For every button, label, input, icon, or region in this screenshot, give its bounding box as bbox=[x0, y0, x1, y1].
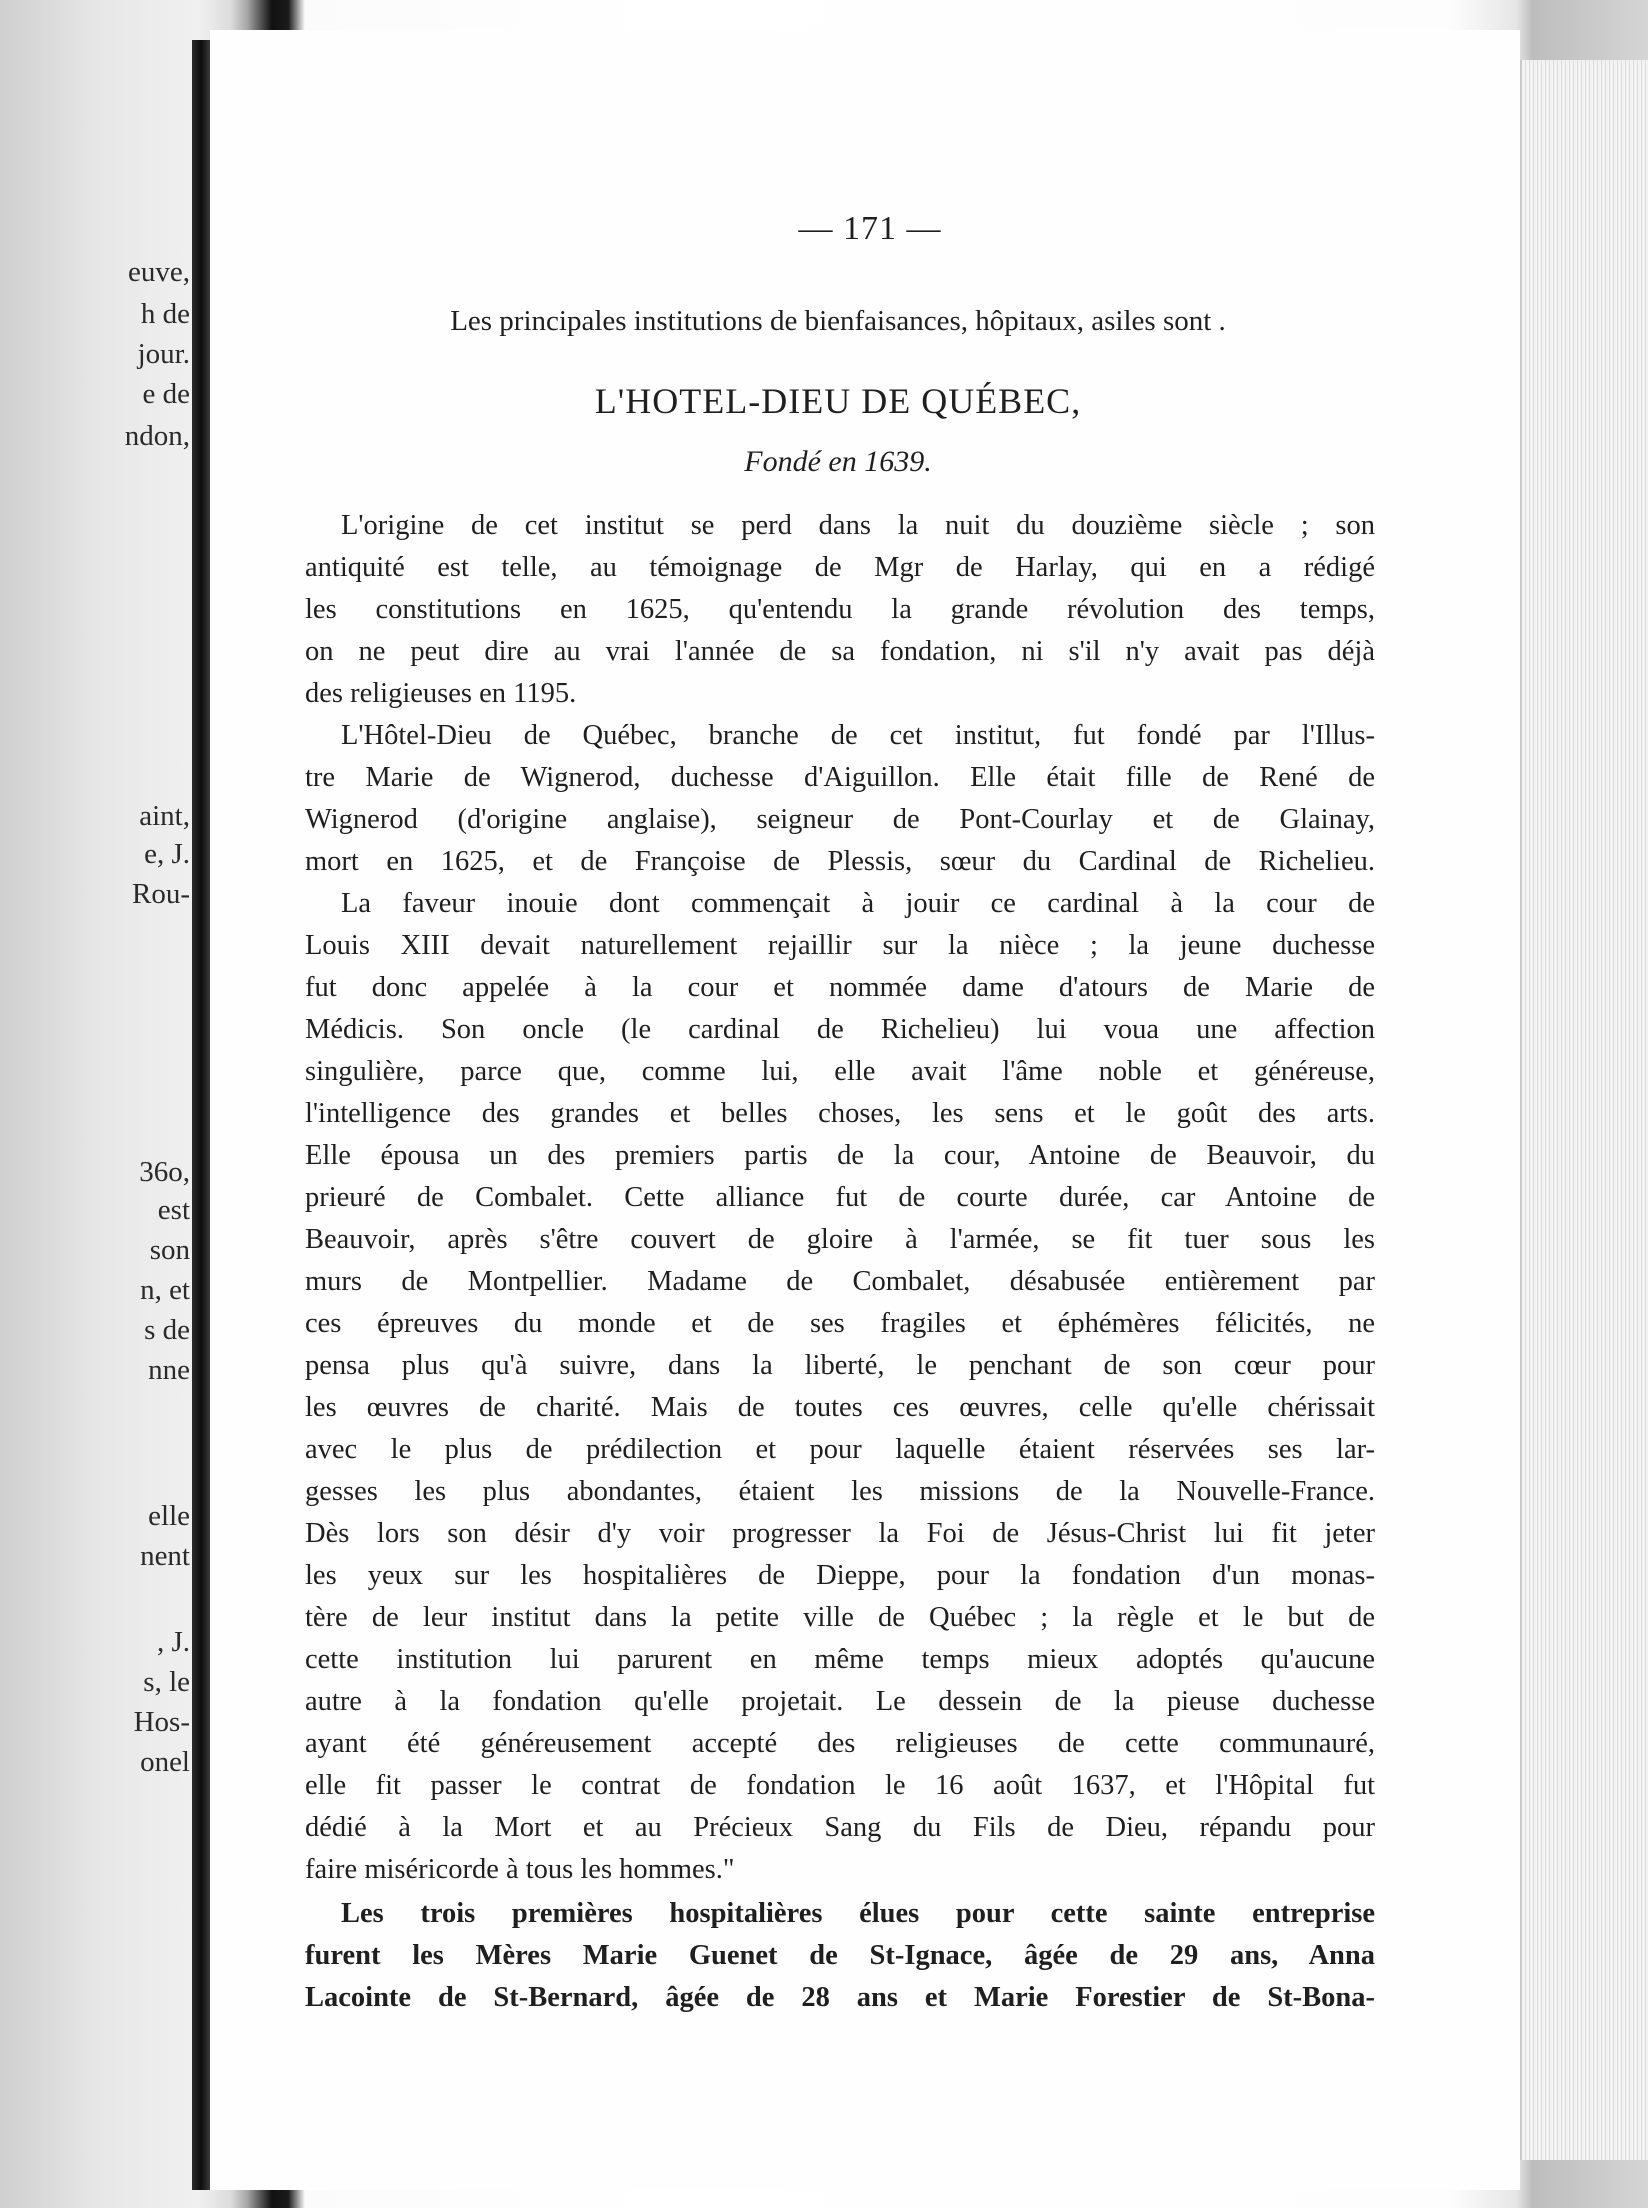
text-line: dédié à la Mort et au Précieux Sang du Fils de Dieu, répandu pour bbox=[305, 1812, 1375, 1843]
left-page-fragment: euve, bbox=[128, 256, 190, 288]
left-page-fragment: n, et bbox=[140, 1274, 190, 1306]
text-line: L'Hôtel-Dieu de Québec, branche de cet institut, fut fondé par l'Illus- bbox=[341, 720, 1375, 751]
text-line: Médicis. Son oncle (le cardinal de Richelieu) lui voua une affection bbox=[305, 1014, 1375, 1045]
text-line: L'origine de cet institut se perd dans la nuit du douzième siècle ; son bbox=[341, 510, 1375, 541]
left-page-fragment: son bbox=[149, 1234, 190, 1266]
left-page-fragment: s, le bbox=[143, 1666, 190, 1698]
left-page-fragment: Rou- bbox=[132, 878, 190, 910]
text-line: mort en 1625, et de Françoise de Plessis, sœur du Cardinal de Richelieu. bbox=[305, 846, 1375, 877]
text-line: des religieuses en 1195. bbox=[305, 678, 577, 709]
left-page-fragment: jour. bbox=[137, 338, 190, 370]
text-line: gesses les plus abondantes, étaient les missions de la Nouvelle-France. bbox=[305, 1476, 1375, 1507]
text-line: les yeux sur les hospitalières de Dieppe, pour la fondation d'un monas- bbox=[305, 1560, 1375, 1591]
text-line: faire miséricorde à tous les hommes." bbox=[305, 1854, 735, 1885]
left-page-fragment: Hos- bbox=[133, 1706, 190, 1738]
left-page-fragment: e, J. bbox=[144, 838, 190, 870]
text-line: cette institution lui parurent en même temps mieux adoptés qu'aucune bbox=[305, 1644, 1375, 1675]
text-line: Louis XIII devait naturellement rejaillir sur la nièce ; la jeune duchesse bbox=[305, 930, 1375, 961]
paragraph-4 bbox=[305, 1893, 1375, 2019]
text-line: les constitutions en 1625, qu'entendu la grande révolution des temps, bbox=[305, 594, 1375, 625]
text-line: Wignerod (d'origine anglaise), seigneur de Pont-Courlay et de Glainay, bbox=[305, 804, 1375, 835]
text-line: prieuré de Combalet. Cette alliance fut de courte durée, car Antoine de bbox=[305, 1182, 1375, 1213]
text-line: Beauvoir, après s'être couvert de gloire à l'armée, se fit tuer sous les bbox=[305, 1224, 1375, 1255]
text-line: autre à la fondation qu'elle projetait. Le dessein de la pieuse duchesse bbox=[305, 1686, 1375, 1717]
text-line: Les trois premières hospitalières élues pour cette sainte entreprise bbox=[341, 1898, 1375, 1929]
text-line: Lacointe de St-Bernard, âgée de 28 ans et Marie Forestier de St-Bona- bbox=[305, 1982, 1375, 2013]
page-stack-edge bbox=[1520, 60, 1648, 2160]
text-line: ayant été généreusement accepté des religieuses de cette communauré, bbox=[305, 1728, 1375, 1759]
intro-line: Les principales institutions de bienfaisances, hôpitaux, asiles sont . bbox=[450, 305, 1226, 337]
left-page-fragment: e de bbox=[142, 378, 190, 410]
text-line: singulière, parce que, comme lui, elle avait l'âme noble et généreuse, bbox=[305, 1056, 1375, 1087]
paragraph-1 bbox=[305, 505, 1375, 715]
text-line: tère de leur institut dans la petite ville de Québec ; la règle et le but de bbox=[305, 1602, 1375, 1633]
text-line: Dès lors son désir d'y voir progresser la Foi de Jésus-Christ lui fit jeter bbox=[305, 1518, 1375, 1549]
text-line: tre Marie de Wignerod, duchesse d'Aiguillon. Elle était fille de René de bbox=[305, 762, 1375, 793]
text-line: les œuvres de charité. Mais de toutes ces œuvres, celle qu'elle chérissait bbox=[305, 1392, 1375, 1423]
book-page bbox=[210, 30, 1520, 2190]
left-page-fragment: nne bbox=[148, 1354, 190, 1386]
text-line: pensa plus qu'à suivre, dans la liberté, le penchant de son cœur pour bbox=[305, 1350, 1375, 1381]
text-line: La faveur inouie dont commençait à jouir ce cardinal à la cour de bbox=[341, 888, 1375, 919]
section-heading: L'HOTEL-DIEU DE QUÉBEC, bbox=[594, 381, 1082, 421]
book-gutter bbox=[192, 40, 210, 2190]
text-line: furent les Mères Marie Guenet de St-Ignace, âgée de 29 ans, Anna bbox=[305, 1940, 1375, 1971]
text-line: murs de Montpellier. Madame de Combalet, désabusée entièrement par bbox=[305, 1266, 1375, 1297]
left-page-fragment: nent bbox=[140, 1540, 190, 1572]
section-subheading: Fondé en 1639. bbox=[744, 445, 932, 478]
text-line: avec le plus de prédilection et pour laquelle étaient réservées ses lar- bbox=[305, 1434, 1375, 1465]
paragraph-2 bbox=[305, 715, 1375, 883]
text-line: fut donc appelée à la cour et nommée dame d'atours de Marie de bbox=[305, 972, 1375, 1003]
left-page-fragment: est bbox=[157, 1194, 190, 1226]
left-page-fragment: s de bbox=[144, 1314, 190, 1346]
left-page-fragment: ndon, bbox=[124, 420, 190, 452]
left-page-fragment: h de bbox=[140, 298, 190, 330]
left-page-fragment: onel bbox=[140, 1746, 190, 1778]
left-page-fragment: elle bbox=[148, 1500, 190, 1532]
left-page-fragment: aint, bbox=[139, 800, 190, 832]
text-line: ces épreuves du monde et de ses fragiles et éphémères félicités, ne bbox=[305, 1308, 1375, 1339]
text-line: elle fit passer le contrat de fondation le 16 août 1637, et l'Hôpital fut bbox=[305, 1770, 1375, 1801]
left-page-fragment: 36o, bbox=[139, 1156, 190, 1188]
text-line: l'intelligence des grandes et belles choses, les sens et le goût des arts. bbox=[305, 1098, 1375, 1129]
text-line: antiquité est telle, au témoignage de Mgr de Harlay, qui en a rédigé bbox=[305, 552, 1375, 583]
text-line: Elle épousa un des premiers partis de la cour, Antoine de Beauvoir, du bbox=[305, 1140, 1375, 1171]
left-page-edge bbox=[0, 0, 190, 2208]
left-page-fragment: , J. bbox=[156, 1626, 190, 1658]
page-number: — 171 — bbox=[798, 210, 942, 247]
paragraph-3 bbox=[305, 883, 1375, 1891]
text-line: on ne peut dire au vrai l'année de sa fondation, ni s'il n'y avait pas déjà bbox=[305, 636, 1375, 667]
